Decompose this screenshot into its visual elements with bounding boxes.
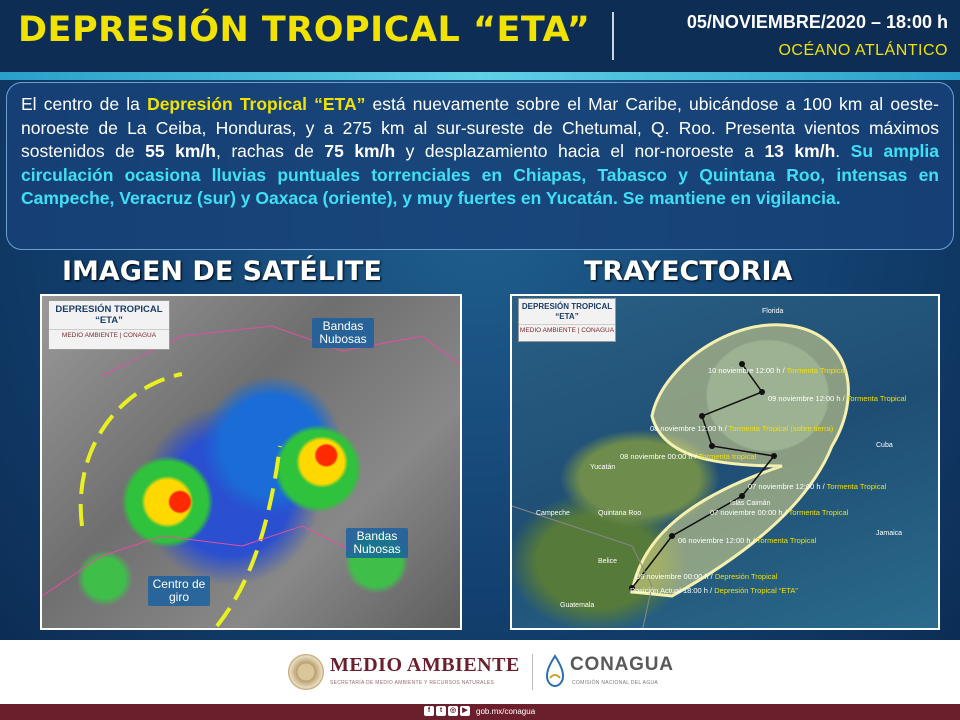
place-jamaica: Jamaica — [876, 530, 903, 537]
place-guatemala: Guatemala — [560, 602, 595, 609]
header — [0, 0, 960, 72]
gusts: 75 km/h — [324, 141, 396, 161]
track-point — [699, 413, 705, 419]
medio-ambiente-logo: MEDIO AMBIENTE — [330, 654, 520, 676]
track-label: 06 noviembre 12:00 h / Tormenta Tropical — [678, 536, 817, 545]
track-label: 06 noviembre 00:00 h / Depresión Tropical — [636, 572, 778, 581]
track-label: 07 noviembre 12:00 h / Tormenta Tropical — [748, 482, 887, 491]
header-stripe — [0, 72, 960, 80]
cloud-bands-label: Bandas Nubosas — [312, 318, 374, 348]
ocean-label: OCÉANO ATLÁNTICO — [778, 42, 948, 59]
rain-forecast: Su amplia circulación ocasiona lluvias puntuales torrenciales en Chiapas, Tabasco y Quintana Roo, intensas en Campeche, Veracruz (sur) y Oaxaca (oriente), y muy fuertes en Yucatán. Se mantiene en vigilancia. — [21, 141, 939, 208]
desc-text-4: y desplazamiento hacia el nor-noroeste a — [395, 141, 765, 161]
track-label: 07 noviembre 00:00 h / Tormenta Tropical — [710, 508, 849, 517]
satellite-section-title: IMAGEN DE SATÉLITE — [62, 256, 382, 287]
twitter-icon[interactable]: t — [436, 706, 446, 716]
satellite-image — [40, 294, 462, 630]
track-label: 08 noviembre 12:00 h / Tormenta Tropical (sobre tierra) — [650, 424, 834, 433]
place-islas-caiman: Islas Caimán — [730, 500, 771, 507]
track-label: 08 noviembre 00:00 h / Tormenta tropical — [620, 452, 757, 461]
water-drop-icon — [544, 654, 566, 688]
logo-divider — [532, 654, 533, 690]
place-cuba: Cuba — [876, 442, 893, 449]
trajectory-map — [510, 294, 940, 630]
rainband-arc-left — [81, 374, 182, 526]
track-point — [759, 389, 765, 395]
cloud-bands-label-2: Bandas Nubosas — [346, 528, 408, 558]
badge-logos: MEDIO AMBIENTE | CONAGUA — [519, 324, 615, 334]
footer — [0, 640, 960, 704]
header-divider — [612, 12, 614, 60]
track-label: Posición Actual 18:00 h / Depresión Tropical “ETA” — [630, 586, 798, 595]
place-quintana-roo: Quintana Roo — [598, 510, 642, 517]
page-title: DEPRESIÓN TROPICAL “ETA” — [18, 10, 591, 50]
track-point — [709, 443, 715, 449]
badge-title-2: “ETA” — [95, 315, 123, 326]
description-box — [6, 82, 954, 250]
border-line — [512, 506, 652, 630]
rotation-center-label: Centro de giro — [148, 576, 210, 606]
track-label: 10 noviembre 12:00 h / Tormenta Tropical — [708, 366, 847, 375]
badge-title-1: DEPRESIÓN TROPICAL — [55, 304, 163, 315]
satellite-badge — [48, 300, 170, 350]
badge-title-2: “ETA” — [555, 311, 579, 321]
medio-ambiente-subtitle: SECRETARÍA DE MEDIO AMBIENTE Y RECURSOS NATURALES — [330, 680, 495, 686]
bulletin-date: 05/NOVIEMBRE/2020 – 18:00 h — [686, 12, 948, 32]
place-florida: Florida — [762, 308, 784, 315]
track-point — [771, 453, 777, 459]
track-point — [739, 493, 745, 499]
trajectory-badge — [518, 298, 616, 342]
youtube-icon[interactable]: ▶ — [460, 706, 470, 716]
track-point — [669, 533, 675, 539]
badge-logos: MEDIO AMBIENTE | CONAGUA — [49, 329, 169, 339]
conagua-logo: CONAGUA — [570, 654, 674, 675]
trajectory-section-title: TRAYECTORIA — [584, 256, 793, 287]
social-links — [424, 706, 535, 718]
max-wind: 55 km/h — [145, 141, 216, 161]
facebook-icon[interactable]: f — [424, 706, 434, 716]
bottom-bar — [0, 704, 960, 720]
desc-text-2: está nuevamente sobre el Mar Caribe, ubicándose a 100 km al oeste-noroeste de La Ceiba, Honduras, y a 275 km al sur-sureste de Chetumal, Q. Roo. Presenta vientos máximos sostenidos de — [21, 94, 939, 161]
place-yucatan: Yucatán — [590, 464, 616, 471]
conagua-subtitle: COMISIÓN NACIONAL DEL AGUA — [572, 680, 659, 686]
instagram-icon[interactable]: ◎ — [449, 707, 457, 714]
national-emblem-icon — [288, 654, 324, 690]
storm-name: Depresión Tropical “ETA” — [147, 94, 366, 114]
place-belice: Belice — [598, 558, 618, 565]
badge-title-1: DEPRESIÓN TROPICAL — [521, 302, 613, 311]
movement-speed: 13 km/h — [764, 141, 836, 161]
website-link[interactable]: gob.mx/conagua — [476, 706, 536, 716]
place-campeche: Campeche — [536, 510, 570, 517]
desc-text-5: . — [835, 141, 851, 161]
desc-text-3: , rachas de — [215, 141, 325, 161]
track-label: 09 noviembre 12:00 h / Tormenta Tropical — [768, 394, 907, 403]
desc-text-1: El centro de la — [21, 94, 148, 114]
